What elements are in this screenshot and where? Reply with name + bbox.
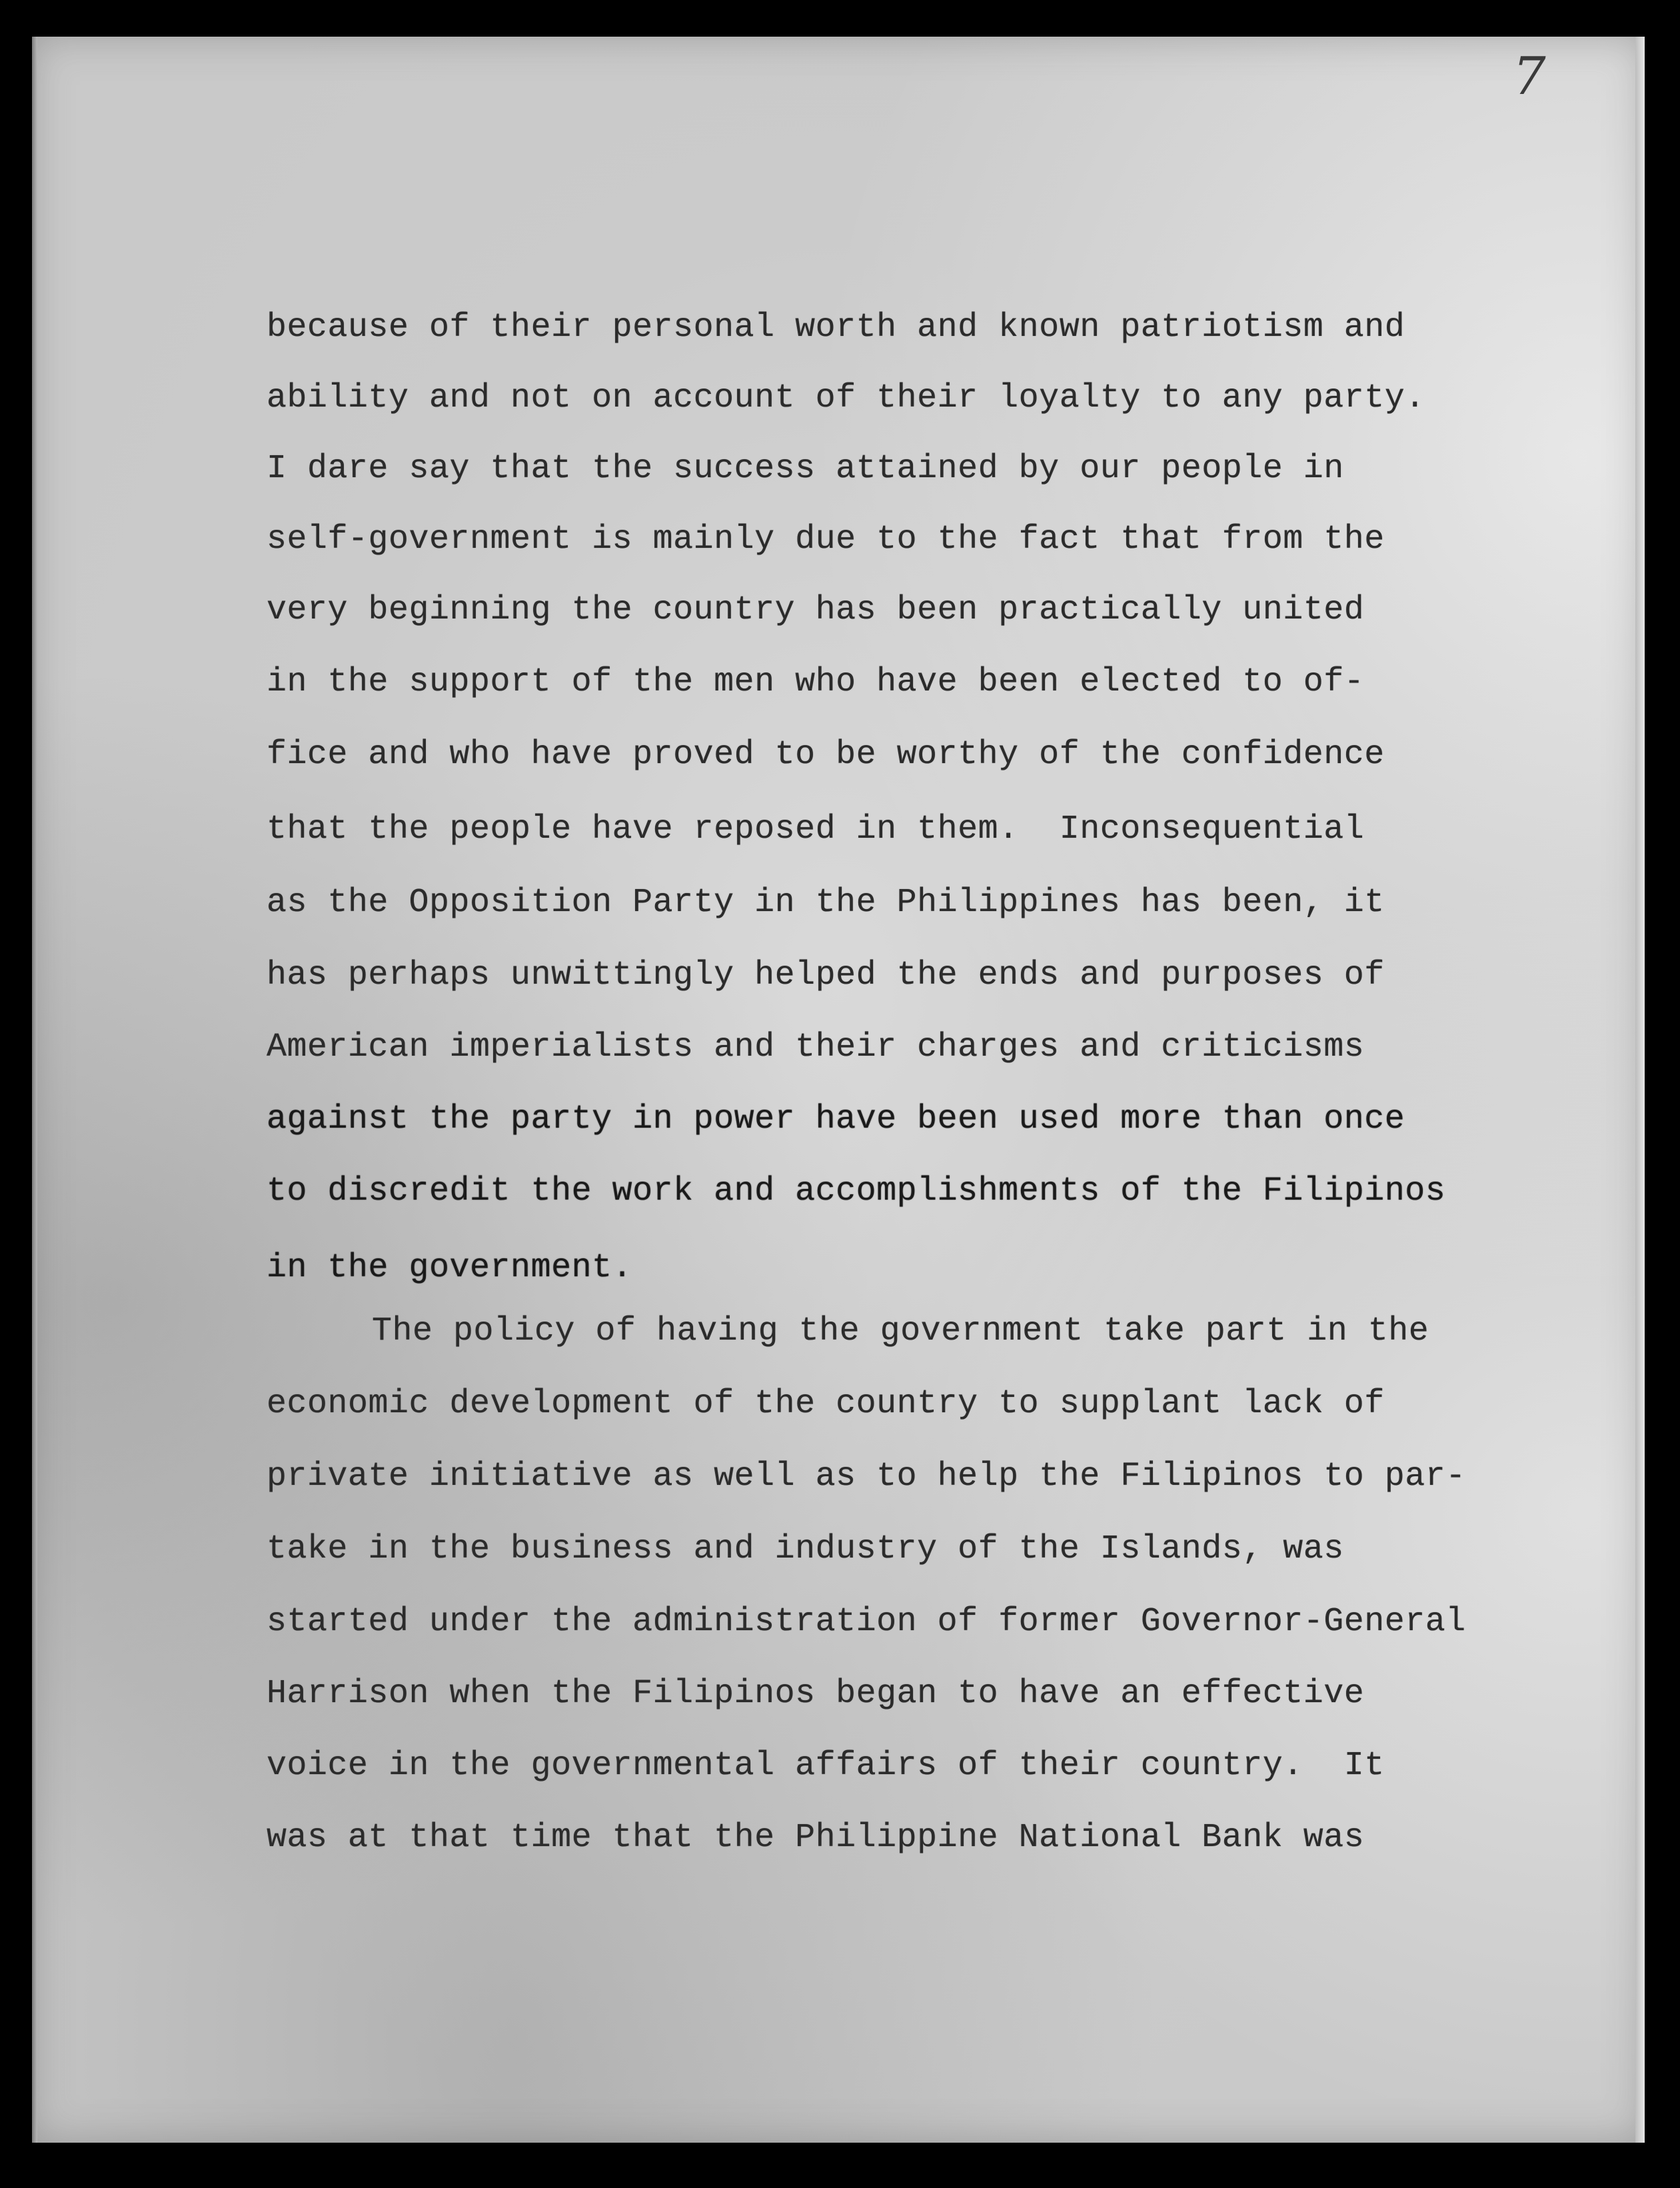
text-line: I dare say that the success attained by our people in bbox=[267, 450, 1344, 488]
text-line: because of their personal worth and known patriotism and bbox=[267, 309, 1405, 347]
text-line: economic development of the country to supplant lack of bbox=[267, 1385, 1385, 1423]
text-line: has perhaps unwittingly helped the ends and purposes of bbox=[267, 956, 1385, 994]
text-line: American imperialists and their charges and criticisms bbox=[267, 1028, 1365, 1066]
text-line: voice in the governmental affairs of their country. It bbox=[267, 1747, 1385, 1785]
text-line: was at that time that the Philippine National Bank was bbox=[267, 1819, 1365, 1857]
paragraph-first-line: The policy of having the government take part in the bbox=[372, 1312, 1429, 1350]
text-line: to discredit the work and accomplishments of the Filipinos bbox=[267, 1172, 1446, 1210]
text-line: against the party in power have been used more than once bbox=[267, 1100, 1405, 1138]
text-line: private initiative as well as to help the Filipinos to par- bbox=[267, 1458, 1466, 1496]
text-line: very beginning the country has been practically united bbox=[267, 591, 1365, 629]
paper-left-edge bbox=[32, 37, 37, 2143]
text-line: in the government. bbox=[267, 1249, 633, 1287]
text-line: take in the business and industry of the Islands, was bbox=[267, 1530, 1344, 1568]
text-line: started under the administration of former Governor-General bbox=[267, 1603, 1466, 1641]
text-line: self-government is mainly due to the fact that from the bbox=[267, 521, 1385, 558]
text-line: Harrison when the Filipinos began to have an effective bbox=[267, 1675, 1365, 1713]
text-line: as the Opposition Party in the Philippines has been, it bbox=[267, 884, 1385, 922]
text-line: ability and not on account of their loyalty to any party. bbox=[267, 379, 1425, 417]
text-line: that the people have reposed in them. Inconsequential bbox=[267, 810, 1365, 848]
text-line: in the support of the men who have been elected to of- bbox=[267, 663, 1365, 701]
page-number: 7 bbox=[1513, 47, 1546, 107]
text-line: fice and who have proved to be worthy of the confidence bbox=[267, 736, 1385, 774]
paper-right-edge bbox=[1635, 37, 1645, 2143]
